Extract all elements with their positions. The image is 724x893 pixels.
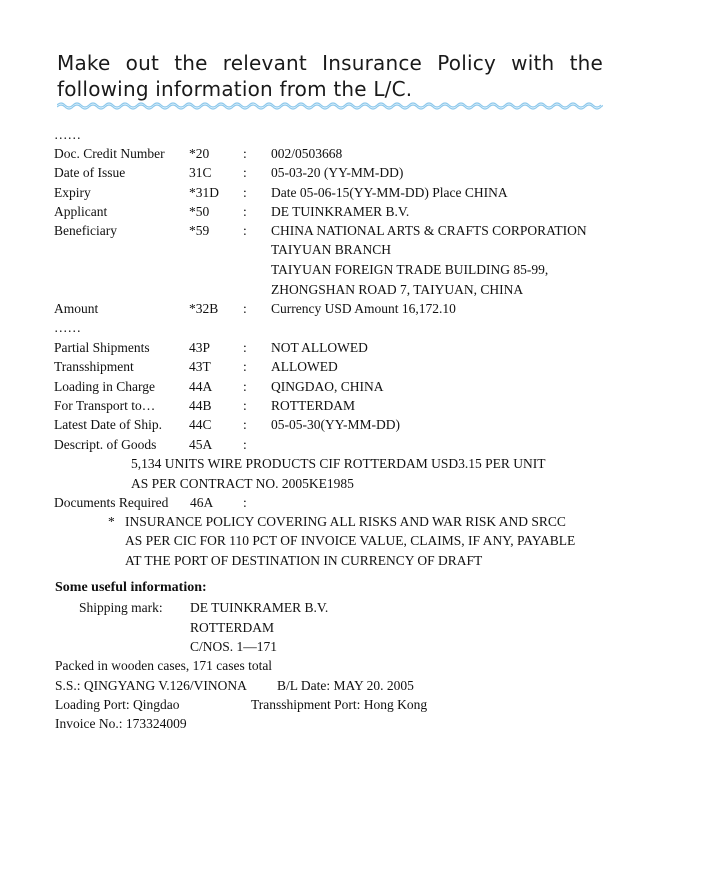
shipping-mark-label: Shipping mark:	[79, 600, 163, 615]
lc-colon: :	[243, 185, 247, 200]
lc-colon: :	[243, 359, 247, 374]
goods-line: AS PER CONTRACT NO. 2005KE1985	[131, 476, 354, 491]
lc-label: Date of Issue	[54, 165, 126, 180]
lc-tag: 43T	[189, 359, 211, 374]
lc-label: Expiry	[54, 185, 91, 200]
lc-value: Date 05-06-15(YY-MM-DD) Place CHINA	[271, 185, 508, 200]
lc-colon: :	[243, 398, 247, 413]
lc-tag: 46A	[190, 495, 214, 510]
docs-line: AT THE PORT OF DESTINATION IN CURRENCY OF DRAFT	[125, 553, 483, 568]
lc-label: Amount	[54, 301, 99, 316]
lc-tag: *50	[189, 204, 210, 219]
lc-tag: 44B	[189, 398, 212, 413]
shipping-mark-line: DE TUINKRAMER B.V.	[190, 600, 329, 615]
packing-info: Packed in wooden cases, 171 cases total	[55, 658, 273, 673]
lc-colon: :	[243, 204, 247, 219]
invoice-number: Invoice No.: 173324009	[55, 716, 187, 731]
lc-label: Latest Date of Ship.	[54, 417, 162, 432]
lc-tag: 45A	[189, 437, 213, 452]
lc-colon: :	[243, 379, 247, 394]
lc-colon: :	[243, 301, 247, 316]
lc-tag: 44A	[189, 379, 213, 394]
goods-line: 5,134 UNITS WIRE PRODUCTS CIF ROTTERDAM USD3.15 PER UNIT	[131, 456, 546, 471]
shipping-mark-line: C/NOS. 1—171	[190, 639, 278, 654]
lc-label: Loading in Charge	[54, 379, 155, 394]
lc-colon: :	[243, 437, 247, 452]
lc-value: 05-05-30(YY-MM-DD)	[271, 417, 400, 432]
lc-label: For Transport to…	[54, 398, 156, 413]
lc-tag: *32B	[189, 301, 219, 316]
lc-tag: *20	[189, 146, 210, 161]
lc-value: QINGDAO, CHINA	[271, 379, 384, 394]
lc-value: Currency USD Amount 16,172.10	[271, 301, 456, 316]
lc-value: 05-03-20 (YY-MM-DD)	[271, 165, 404, 180]
useful-info-heading: Some useful information:	[55, 580, 207, 595]
wavy-underline	[57, 100, 603, 110]
lc-value: ALLOWED	[271, 359, 338, 374]
lc-tag: 31C	[189, 165, 212, 180]
vessel-info: S.S.: QINGYANG V.126/VINONA	[55, 678, 247, 693]
bl-date: B/L Date: MAY 20. 2005	[277, 678, 414, 693]
lc-tag: 43P	[189, 340, 211, 355]
transshipment-port: Transshipment Port: Hong Kong	[251, 697, 428, 712]
lc-label: Applicant	[54, 204, 108, 219]
lc-tag: 44C	[189, 417, 212, 432]
lc-value: DE TUINKRAMER B.V.	[271, 204, 410, 219]
loading-port: Loading Port: Qingdao	[55, 697, 180, 712]
lc-value: 002/0503668	[271, 146, 343, 161]
lc-colon: :	[243, 340, 247, 355]
docs-line: AS PER CIC FOR 110 PCT OF INVOICE VALUE, CLAIMS, IF ANY, PAYABLE	[125, 533, 576, 548]
lc-colon: :	[243, 495, 247, 510]
lc-label: Doc. Credit Number	[54, 146, 165, 161]
lc-tag: *59	[189, 223, 210, 238]
lc-value: CHINA NATIONAL ARTS & CRAFTS CORPORATION	[271, 223, 587, 238]
docs-line: INSURANCE POLICY COVERING ALL RISKS AND WAR RISK AND SRCC	[125, 514, 566, 529]
lc-colon: :	[243, 417, 247, 432]
lc-colon: :	[243, 165, 247, 180]
lc-label: Transshipment	[54, 359, 134, 374]
lc-tag: *31D	[189, 185, 219, 200]
lc-label: Documents Required	[54, 495, 169, 510]
lc-value: ROTTERDAM	[271, 398, 355, 413]
lc-value: NOT ALLOWED	[271, 340, 368, 355]
lc-colon: :	[243, 146, 247, 161]
lc-label: Partial Shipments	[54, 340, 150, 355]
docs-bullet: *	[108, 514, 115, 529]
lc-label: Beneficiary	[54, 223, 117, 238]
lc-label: Descript. of Goods	[54, 437, 157, 452]
lc-colon: :	[243, 223, 247, 238]
shipping-mark-line: ROTTERDAM	[190, 620, 274, 635]
page-title: Make out the relevant Insurance Policy with the following information from the L/C.	[57, 51, 603, 101]
